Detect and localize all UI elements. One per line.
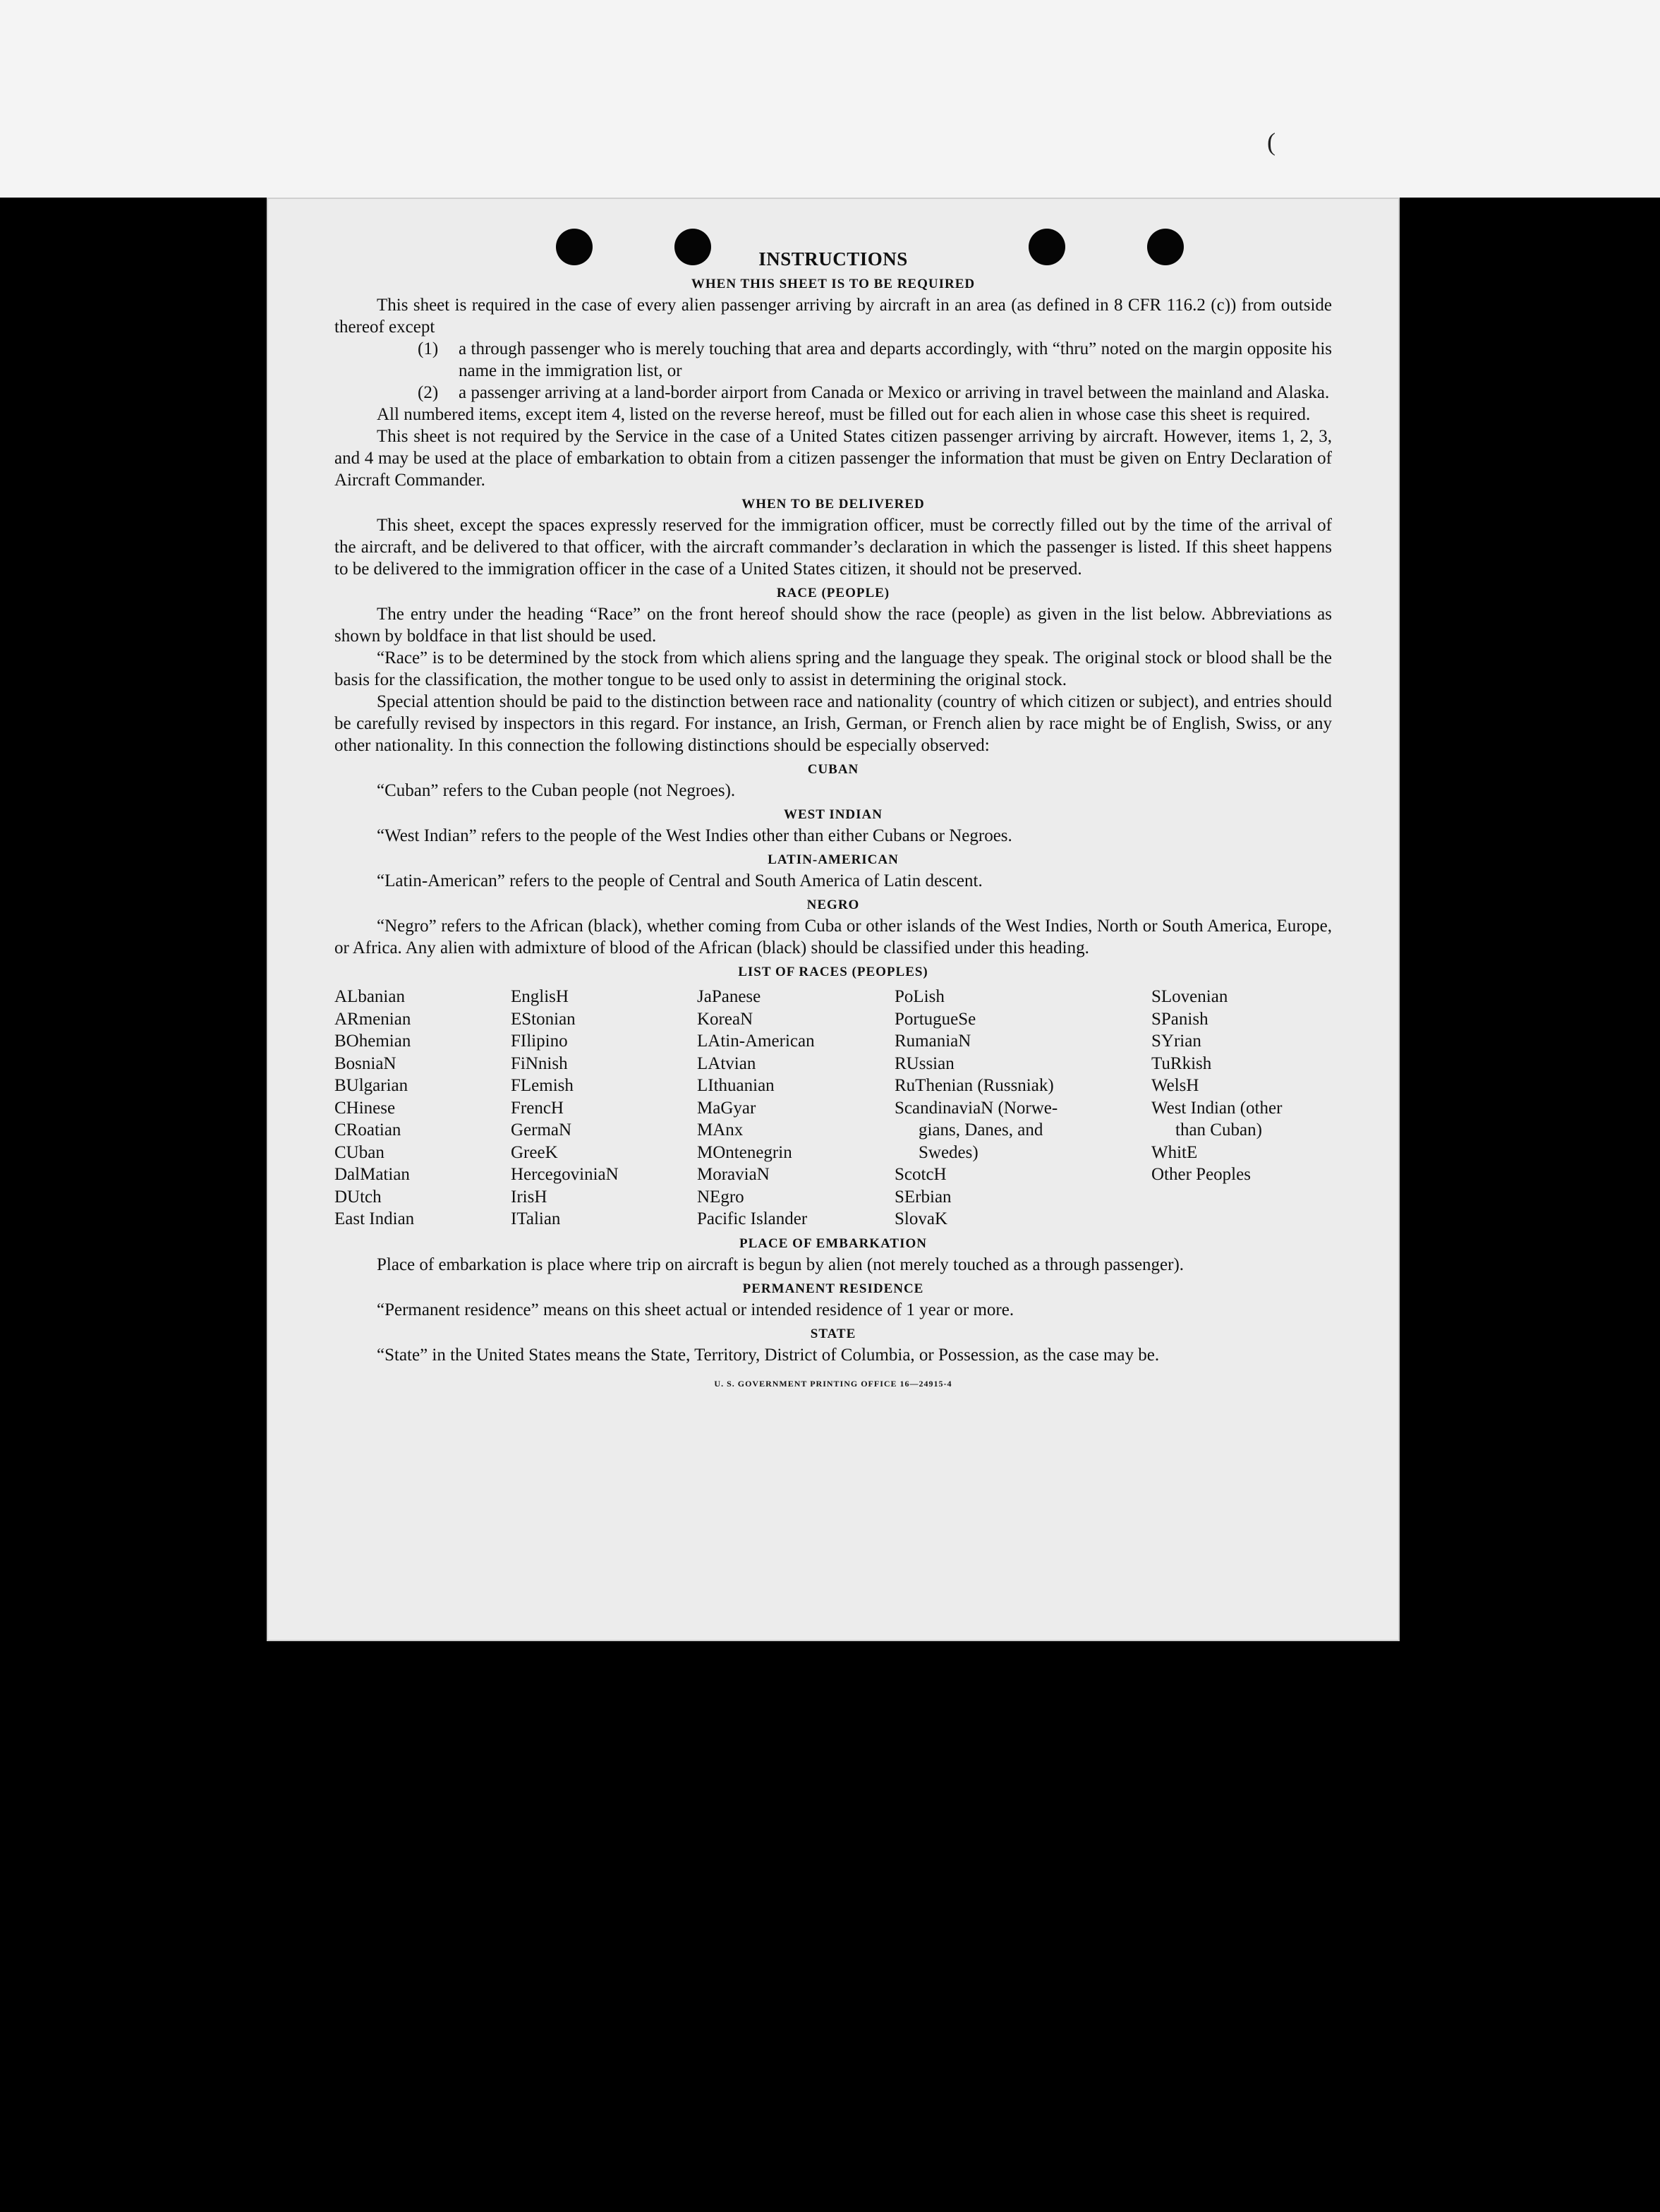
race-entry-continuation: than Cuban) bbox=[1175, 1120, 1262, 1140]
race-entry: WhitE bbox=[1151, 1142, 1198, 1162]
race-entry: DalMatian bbox=[334, 1165, 410, 1184]
west-indian-para: “West Indian” refers to the people of the West Indies other than either Cubans or Negroes. bbox=[377, 826, 1012, 845]
exception-item-2-text: a passenger arriving at a land-border airport from Canada or Mexico or arriving in travel between the mainland and Alaska. bbox=[459, 383, 1330, 402]
when-required-para-3: This sheet is not required by the Service in the case of a United States citizen passenger arriving by aircraft. However, items 1, 2, 3, and 4 may be used at the place of embarkation to obtain from a citizen passenger the information that must be given on Entry Declaration of Aircraft Commander. bbox=[334, 427, 1332, 490]
exception-item-1-number: (1) bbox=[418, 339, 439, 358]
latin-american-para: “Latin-American” refers to the people of Central and South America of Latin descent. bbox=[377, 871, 983, 890]
sheet-content bbox=[334, 247, 1332, 1395]
race-entry: PortugueSe bbox=[895, 1009, 976, 1029]
race-entry: FiNnish bbox=[511, 1053, 568, 1073]
race-entry: ScandinaviaN (Norwe- bbox=[895, 1098, 1058, 1118]
race-para-3: Special attention should be paid to the distinction between race and nationality (country of which citizen or subject), and entries should be carefully revised by inspectors in this regard. For instance, an Irish, German, or French alien by race might be of English, Swiss, or any other nationality. In this connection the following distinctions should be especially observed: bbox=[334, 692, 1332, 755]
race-entry: PoLish bbox=[895, 987, 945, 1006]
races-column-3 bbox=[697, 986, 895, 1231]
race-entry: CRoatian bbox=[334, 1120, 401, 1140]
races-column-4 bbox=[895, 986, 1151, 1231]
race-entry: HercegoviniaN bbox=[511, 1165, 619, 1184]
race-entry: KoreaN bbox=[697, 1009, 753, 1029]
race-entry: RuThenian (Russniak) bbox=[895, 1076, 1054, 1095]
race-entry-continuation: gians, Danes, and bbox=[919, 1120, 1043, 1140]
races-list bbox=[334, 986, 1332, 1231]
race-entry-continuation: Swedes) bbox=[919, 1142, 979, 1162]
state-para: “State” in the United States means the State, Territory, District of Columbia, or Possession, as the case may be. bbox=[377, 1345, 1160, 1365]
race-entry: SYrian bbox=[1151, 1032, 1201, 1051]
page-title: INSTRUCTIONS bbox=[758, 248, 908, 270]
exception-item-2 bbox=[334, 382, 1332, 404]
printer-imprint: U. S. GOVERNMENT PRINTING OFFICE 16—24915-4 bbox=[714, 1378, 952, 1389]
heading-when-delivered: WHEN TO BE DELIVERED bbox=[741, 497, 925, 512]
exception-item-2-number: (2) bbox=[418, 383, 439, 402]
race-entry: FrencH bbox=[511, 1098, 564, 1118]
heading-cuban: CUBAN bbox=[807, 762, 859, 777]
race-entry: GermaN bbox=[511, 1120, 572, 1140]
race-entry: WelsH bbox=[1151, 1076, 1199, 1095]
race-entry: SLovenian bbox=[1151, 987, 1228, 1006]
race-entry: LIthuanian bbox=[697, 1076, 775, 1095]
race-entry: FLemish bbox=[511, 1076, 574, 1095]
cuban-para: “Cuban” refers to the Cuban people (not Negroes). bbox=[377, 781, 736, 800]
race-entry: NEgro bbox=[697, 1187, 744, 1207]
race-entry: MAnx bbox=[697, 1120, 744, 1140]
race-entry: BosniaN bbox=[334, 1053, 396, 1073]
races-column-1 bbox=[334, 986, 511, 1231]
race-entry: LAtvian bbox=[697, 1053, 756, 1073]
when-delivered-para: This sheet, except the spaces expressly reserved for the immigration officer, must be correctly filled out by the time of the arrival of the aircraft, and be delivered to that officer, with the aircraft commander’s declaration in which the passenger is listed. If this sheet happens to be delivered to the immigration officer in the case of a United States citizen, it should not be preserved. bbox=[334, 516, 1332, 579]
heading-latin-american: LATIN-AMERICAN bbox=[768, 852, 899, 867]
heading-races-list: LIST OF RACES (PEOPLES) bbox=[738, 965, 928, 979]
race-entry: West Indian (other bbox=[1151, 1098, 1283, 1118]
heading-west-indian: WEST INDIAN bbox=[784, 807, 883, 822]
race-entry: JaPanese bbox=[697, 987, 761, 1006]
heading-when-required: WHEN THIS SHEET IS TO BE REQUIRED bbox=[691, 277, 976, 291]
race-entry: EStonian bbox=[511, 1009, 576, 1029]
race-entry: SPanish bbox=[1151, 1009, 1208, 1029]
race-entry: ITalian bbox=[511, 1209, 561, 1228]
race-entry: LAtin-American bbox=[697, 1032, 815, 1051]
heading-permanent-residence: PERMANENT RESIDENCE bbox=[742, 1281, 924, 1296]
race-entry: DUtch bbox=[334, 1187, 382, 1207]
race-entry: CUban bbox=[334, 1142, 384, 1162]
races-column-2 bbox=[511, 986, 697, 1231]
race-entry: FIlipino bbox=[511, 1032, 568, 1051]
race-entry: ARmenian bbox=[334, 1009, 411, 1029]
race-entry: RumaniaN bbox=[895, 1032, 971, 1051]
negro-para: “Negro” refers to the African (black), whether coming from Cuba or other islands of the West Indies, North or South America, Europe, or Africa. Any alien with admixture of blood of the African (black) should be classified under this heading. bbox=[334, 917, 1332, 957]
race-entry: TuRkish bbox=[1151, 1053, 1212, 1073]
heading-state: STATE bbox=[810, 1326, 856, 1341]
race-entry: IrisH bbox=[511, 1187, 547, 1207]
race-entry: CHinese bbox=[334, 1098, 396, 1118]
race-entry: ALbanian bbox=[334, 987, 405, 1006]
race-para-2: “Race” is to be determined by the stock from which aliens spring and the language they speak. The original stock or blood shall be the basis for the classification, the mother tongue to be used only to assist in determining the original stock. bbox=[334, 648, 1332, 689]
race-entry: East Indian bbox=[334, 1209, 415, 1228]
race-entry: Pacific Islander bbox=[697, 1209, 808, 1228]
instruction-sheet bbox=[267, 198, 1400, 1641]
race-entry: BOhemian bbox=[334, 1032, 411, 1051]
race-entry: Other Peoples bbox=[1151, 1165, 1251, 1184]
race-para-1: The entry under the heading “Race” on the front hereof should show the race (people) as given in the list below. Abbreviations as shown by boldface in that list should be used. bbox=[334, 605, 1332, 646]
race-entry: SlovaK bbox=[895, 1209, 947, 1228]
race-entry: MoraviaN bbox=[697, 1165, 770, 1184]
exception-item-1 bbox=[334, 338, 1332, 382]
when-required-intro: This sheet is required in the case of every alien passenger arriving by aircraft in an area (as defined in 8 CFR 116.2 (c)) from outside thereof except bbox=[334, 296, 1332, 337]
exception-item-1-text: a through passenger who is merely touching that area and departs accordingly, with “thru” noted on the margin opposite his name in the immigration list, or bbox=[459, 339, 1332, 380]
race-entry: ScotcH bbox=[895, 1165, 947, 1184]
embarkation-para: Place of embarkation is place where trip on aircraft is begun by alien (not merely touched as a through passenger). bbox=[377, 1255, 1185, 1274]
race-entry: EnglisH bbox=[511, 987, 569, 1006]
heading-negro: NEGRO bbox=[806, 898, 860, 912]
races-column-5 bbox=[1151, 986, 1332, 1231]
race-entry: MOntenegrin bbox=[697, 1142, 792, 1162]
race-entry: MaGyar bbox=[697, 1098, 756, 1118]
race-entry: BUlgarian bbox=[334, 1076, 408, 1095]
heading-embarkation: PLACE OF EMBARKATION bbox=[739, 1235, 927, 1251]
residence-para: “Permanent residence” means on this sheet actual or intended residence of 1 year or more. bbox=[377, 1300, 1014, 1319]
scan-background-top bbox=[0, 0, 1660, 198]
when-required-para-2: All numbered items, except item 4, listed on the reverse hereof, must be filled out for each alien in whose case this sheet is required. bbox=[377, 405, 1311, 424]
race-entry: RUssian bbox=[895, 1053, 955, 1073]
race-entry: SErbian bbox=[895, 1187, 952, 1207]
scan-mark: ( bbox=[1267, 128, 1276, 156]
race-entry: GreeK bbox=[511, 1142, 558, 1162]
heading-race: RACE (PEOPLE) bbox=[776, 586, 890, 600]
